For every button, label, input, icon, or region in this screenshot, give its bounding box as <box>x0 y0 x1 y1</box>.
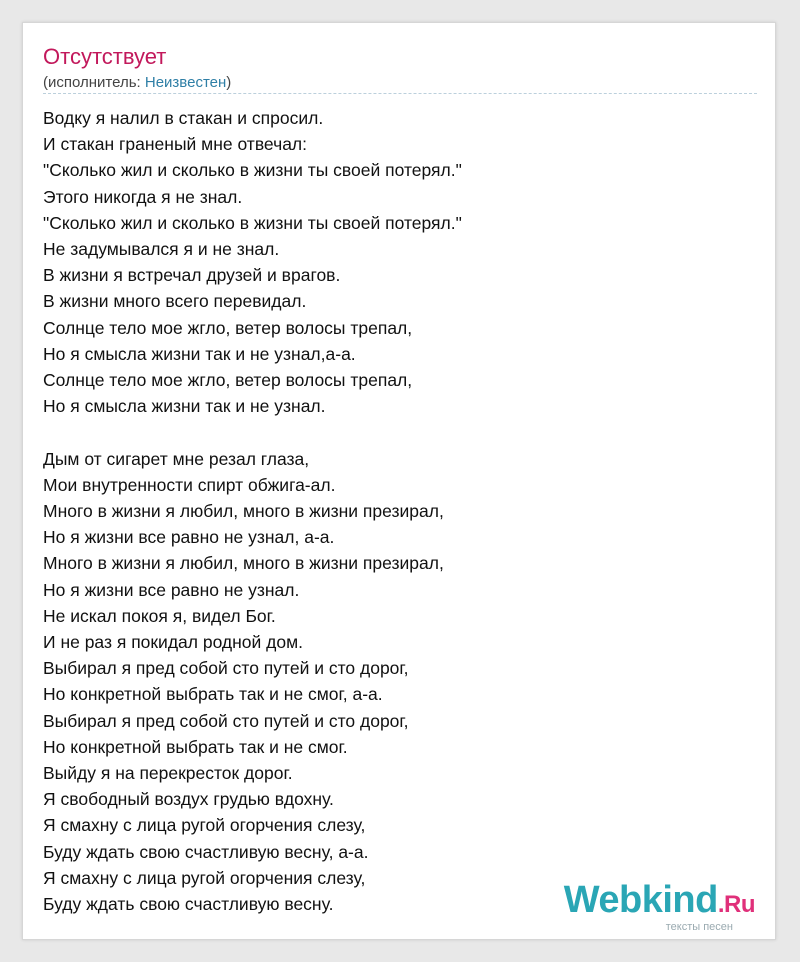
lyric-line: И не раз я покидал родной дом. <box>43 632 304 653</box>
lyric-line: Я свободный воздух грудью вдохну. <box>43 789 334 810</box>
lyrics-card <box>22 22 776 940</box>
lyric-line: Водку я налил в стакан и спросил. <box>43 108 324 128</box>
lyric-line: Не искал покоя я, видел Бог. <box>43 605 276 626</box>
logo-wordmark <box>555 880 755 925</box>
lyrics-body <box>43 105 757 917</box>
logo-suffix: .Ru <box>717 891 755 918</box>
lyric-line: Буду ждать свою счастливую весну. <box>43 894 334 915</box>
lyric-line: Много в жизни я любил, много в жизни презирал, <box>43 553 444 574</box>
webkind-logo[interactable] <box>555 880 755 933</box>
lyric-line: "Сколько жил и сколько в жизни ты своей потерял." <box>43 212 462 233</box>
lyric-line: Я смахну с лица ругой огорчения слезу, <box>43 867 366 888</box>
lyric-line: В жизни много всего перевидал. <box>43 291 307 312</box>
lyric-line: Но конкретной выбрать так и не смог. <box>43 736 348 757</box>
lyrics-stanza <box>43 105 757 419</box>
lyric-line: Солнце тело мое жгло, ветер волосы трепал, <box>43 370 413 391</box>
lyric-line: Но я жизни все равно не узнал, а-а. <box>43 527 335 548</box>
artist-suffix: ) <box>226 74 232 91</box>
lyric-line: Выбирал я пред собой сто путей и сто дорог, <box>43 710 409 731</box>
lyric-line: Этого никогда я не знал. <box>43 186 243 207</box>
lyric-line: Выйду я на перекресток дорог. <box>43 763 293 784</box>
lyric-line: Выбирал я пред собой сто путей и сто дорог, <box>43 658 409 679</box>
lyric-line: В жизни я встречал друзей и врагов. <box>43 265 341 286</box>
song-title: Отсутствует <box>43 44 167 69</box>
lyric-line: Буду ждать свою счастливую весну, а-а. <box>43 841 369 862</box>
lyric-line: Но я смысла жизни так и не узнал,а-а. <box>43 343 356 364</box>
artist-line <box>43 73 231 93</box>
lyric-line: Я смахну с лица ругой огорчения слезу, <box>43 815 366 836</box>
lyric-line: "Сколько жил и сколько в жизни ты своей потерял." <box>43 160 462 181</box>
lyric-line: Не задумывался я и не знал. <box>43 239 280 260</box>
lyric-line: Но я смысла жизни так и не узнал. <box>43 396 326 417</box>
lyric-line: Солнце тело мое жгло, ветер волосы трепал, <box>43 317 413 338</box>
artist-link[interactable]: Неизвестен <box>144 74 227 91</box>
logo-main-text: Webkind <box>563 879 718 921</box>
logo-tagline: тексты песен <box>665 921 733 933</box>
lyric-line: Дым от сигарет мне резал глаза, <box>43 448 310 469</box>
title-divider <box>43 93 757 94</box>
lyric-line: Много в жизни я любил, много в жизни презирал, <box>43 501 444 522</box>
lyric-line: Но конкретной выбрать так и не смог, а-а. <box>43 684 383 705</box>
lyrics-stanza <box>43 446 757 918</box>
lyric-line: Но я жизни все равно не узнал. <box>43 579 300 600</box>
lyric-line: Мои внутренности спирт обжига-ал. <box>43 474 336 495</box>
lyric-line: И стакан граненый мне отвечал: <box>43 134 307 155</box>
artist-prefix: (исполнитель: <box>43 74 145 91</box>
